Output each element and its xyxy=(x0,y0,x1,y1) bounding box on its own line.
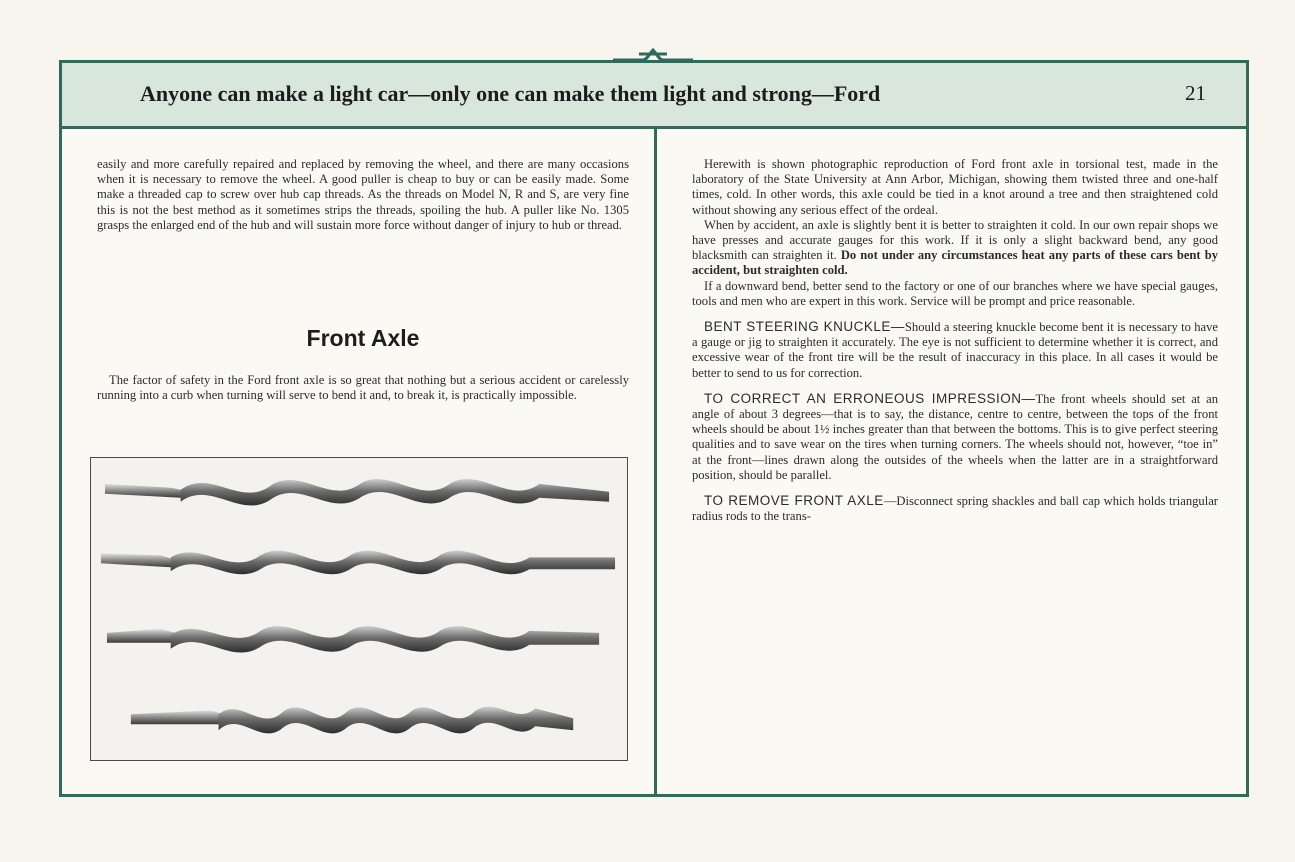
axle-2 xyxy=(101,551,615,575)
knuckle-text: Should a steering knuckle become bent it is necessary to have a gauge or jig to straighten it accurately. The eye is not sufficient to determine whether it is correct, and excessive wear of the front tire will be the result of inaccuracy in this place. In all cases it would be better to send to us for correction. xyxy=(692,320,1218,380)
impression-paragraph xyxy=(692,391,1218,483)
axle-4 xyxy=(131,707,573,734)
right-paragraph-2 xyxy=(692,218,1218,279)
impression-text: The front wheels should set at an angle of about 3 degrees—that is to say, the distance, centre to centre, between the tops of the front wheels should be about 1½ inches greater than that between the bottoms. This is to give perfect steering qualities and to save wear on the tires when turning corners. The wheels should not, however, “toe in” at the front—lines drawn along the outsides of the wheels when the latter are in a straightforward position, should be parallel. xyxy=(692,391,1218,482)
section-title: Front Axle xyxy=(306,325,420,351)
left-column-text xyxy=(97,157,629,233)
axle-3 xyxy=(107,626,599,652)
page-number: 21 xyxy=(1185,81,1206,105)
remove-heading: TO REMOVE FRONT AXLE xyxy=(704,493,884,509)
axle-1 xyxy=(105,479,609,505)
left-column-text-2 xyxy=(97,373,629,403)
header-title: Anyone can make a light car—only one can make them light and strong—Ford xyxy=(140,81,881,106)
right-paragraph-2-bold: Do not under any circumstances heat any parts of these cars bent by accident, but straighten cold. xyxy=(692,248,1218,278)
page-frame xyxy=(59,60,1249,797)
left-paragraph-2: The factor of safety in the Ford front axle is so great that nothing but a serious accident or carelessly running into a curb when turning will serve to bend it and, to break it, is practically impossible. xyxy=(97,373,629,403)
impression-heading: TO CORRECT AN ERRONEOUS IMPRESSION— xyxy=(704,390,1036,406)
knuckle-paragraph xyxy=(692,319,1218,381)
right-column-text xyxy=(692,157,1218,524)
running-header xyxy=(62,63,1246,129)
twisted-axles-photo xyxy=(90,457,628,761)
remove-text: —Disconnect spring shackles and ball cap which holds triangular radius rods to the trans- xyxy=(692,494,1218,524)
twisted-axles-icon xyxy=(91,458,627,760)
header-ornament-icon xyxy=(613,44,693,64)
right-paragraph-2-text: When by accident, an axle is slightly bent it is better to straighten it cold. In our own repair shops we have presses and accurate gauges for this work. If it is only a slight backward bend, any good blacksmith can straighten it. xyxy=(692,217,1218,263)
column-divider xyxy=(654,129,657,797)
knuckle-heading: BENT STEERING KNUCKLE— xyxy=(704,319,905,335)
left-paragraph-1: easily and more carefully repaired and replaced by removing the wheel, and there are many occasions when it is necessary to remove the wheel. A good puller is cheap to buy or can be easily made. Some make a threaded cap to screw over hub cap threads. As the threads on Model N, R and S, are very fine this is not the best method as it sometimes strips the threads, spoiling the hub. A puller like No. 1305 grasps the enlarged end of the hub and will sustain more force without danger of injury to hub or thread. xyxy=(97,157,629,232)
remove-paragraph xyxy=(692,493,1218,524)
right-paragraph-1: Herewith is shown photographic reproduction of Ford front axle in torsional test, made in the laboratory of the State University at Ann Arbor, Michigan, showing them twisted three and one-half times, cold. In other words, this axle could be tied in a knot around a tree and then straightened cold without showing any serious effect of the ordeal. xyxy=(692,157,1218,217)
right-paragraph-3: If a downward bend, better send to the factory or one of our branches where we have special gauges, tools and men who are expert in this work. Service will be prompt and price reasonable. xyxy=(692,278,1218,308)
